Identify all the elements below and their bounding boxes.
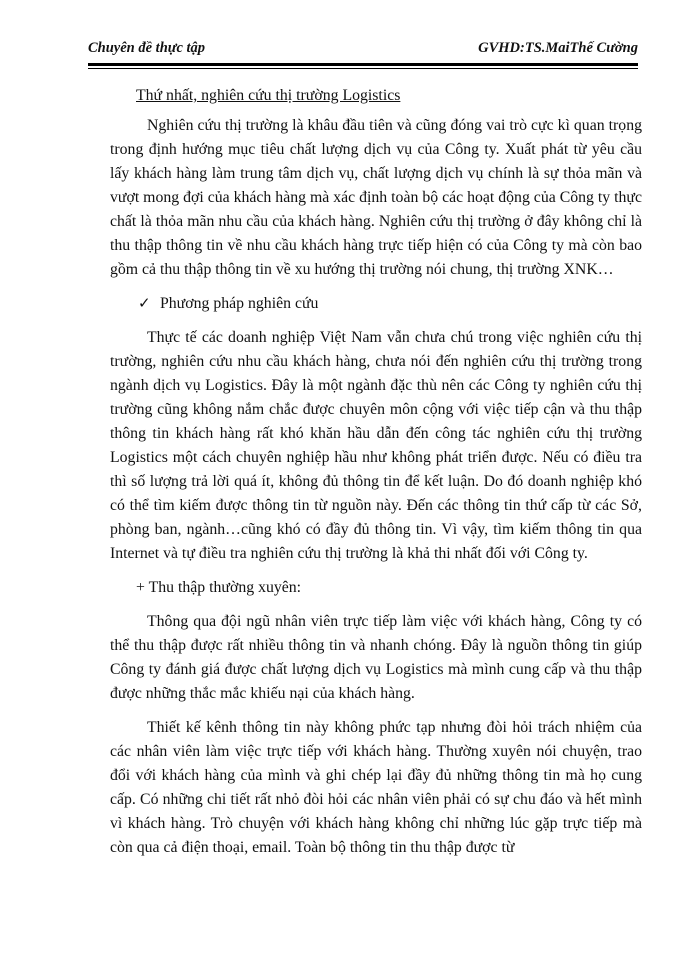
method-heading (110, 292, 642, 316)
header-rule-thin (88, 68, 638, 69)
header-right-advisor: GVHD:TS.MaiThế Cường (478, 40, 638, 56)
sub-heading: + Thu thập thường xuyên: (136, 579, 302, 596)
paragraph-4: Thiết kế kênh thông tin này không phức tạp nhưng đòi hỏi trách nhiệm của các nhân viên làm việc trực tiếp với khách hàng. Thường xuyên nói chuyện, trao đổi với khách hàng của mình và ghi chép lại đầy đủ những thông tin mà họ cung cấp. Có những chi tiết rất nhỏ đòi hỏi các nhân viên phải có sự chu đáo và hết mình vì khách hàng. Trò chuyện với khách hàng không chỉ những lúc gặp trực tiếp mà còn qua cả điện thoại, email. Toàn bộ thông tin thu thập được từ (110, 719, 642, 856)
header-left-title: Chuyên đề thực tập (88, 40, 206, 56)
header-rule-thick (88, 63, 638, 66)
paragraph-1: Nghiên cứu thị trường là khâu đầu tiên và cũng đóng vai trò cực kì quan trọng trong định hướng mục tiêu chất lượng dịch vụ của Công ty. Xuất phát từ yêu cầu lấy khách hàng làm trung tâm dịch vụ, chất lượng dịch vụ chính là sự thỏa mãn và vượt mong đợi của khách hàng mà xác định toàn bộ các hoạt động của Công ty thực chất là thỏa mãn nhu cầu của khách hàng. Nghiên cứu thị trường ở đây không chỉ là thu thập thông tin về nhu cầu khách hàng trực tiếp hiện có của Công ty mà còn bao gồm cả thu thập thông tin về xu hướng thị trường nói chung, thị trường XNK… (110, 117, 642, 278)
method-heading-label: Phương pháp nghiên cứu (160, 295, 319, 312)
page-header (88, 40, 638, 57)
paragraph-2: Thực tế các doanh nghiệp Việt Nam vẫn chưa chú trong việc nghiên cứu thị trường, nghiên cứu nhu cầu khách hàng, chưa nói đến nghiên cứu thị trường trong ngành dịch vụ Logistics. Đây là một ngành đặc thù nên các Công ty nghiên cứu thị trường cũng không nắm chắc được chuyên môn cộng với việc tiếp cận và thu thập thông tin khách hàng rất khó khăn hầu dẫn đến công tác nghiên cứu thị trường Logistics một cách chuyên nghiệp hầu như không phát triển được. Nếu có điều tra thì số lượng trả lời quá ít, không đủ thông tin để kết luận. Do đó doanh nghiệp khó có thể tìm kiếm được thông tin từ nguồn này. Đến các thông tin thứ cấp từ các Sở, phòng ban, ngành…cũng khó có đầy đủ thông tin. Vì vậy, tìm kiếm thông tin qua Internet và tự điều tra nghiên cứu thị trường là khả thi nhất đối với Công ty. (110, 329, 642, 562)
check-icon: ✓ (138, 296, 151, 312)
paragraph-3: Thông qua đội ngũ nhân viên trực tiếp làm việc với khách hàng, Công ty có thể thu thập được rất nhiều thông tin và nhanh chóng. Đây là nguồn thông tin giúp Công ty đánh giá được chất lượng dịch vụ Logistics mà mình cung cấp và thu thập được những thắc mắc khiếu nại của khách hàng. (110, 613, 642, 702)
section-title: Thứ nhất, nghiên cứu thị trường Logistics (136, 87, 401, 104)
document-body (110, 84, 642, 860)
